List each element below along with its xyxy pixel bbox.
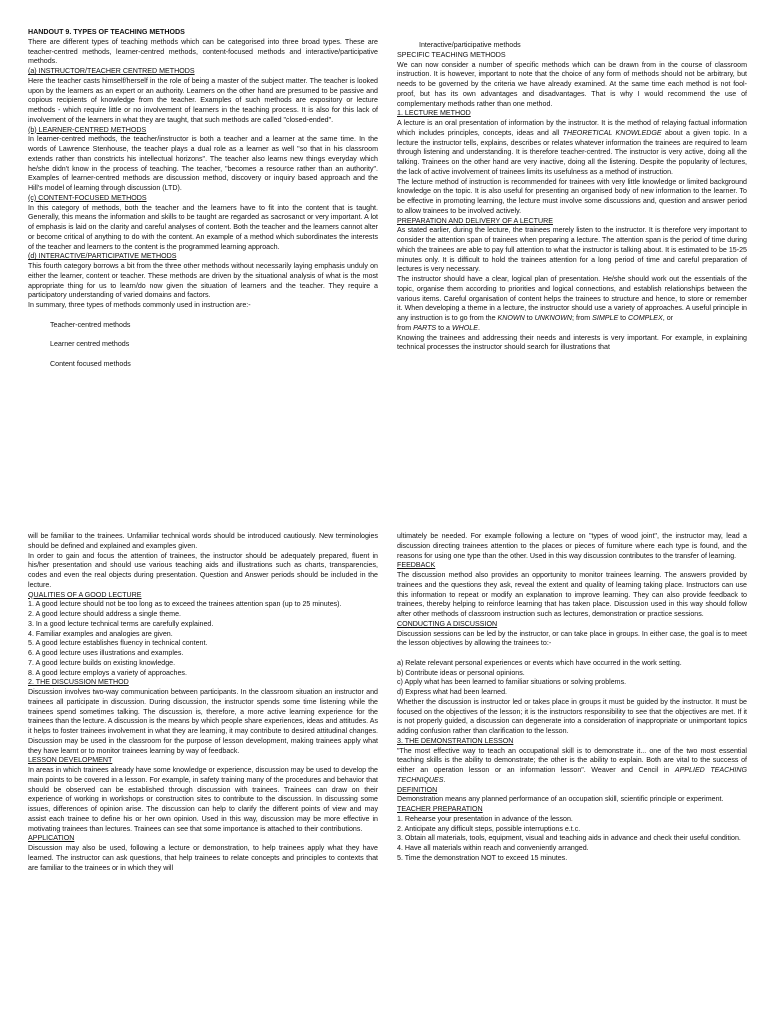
paragraph: The lecture method of instruction is recommended for trainees with very little knowledge or limited background knowledge on the topic. It is also useful for presenting an organised body of new information to the learner. To be effective in promoting learning, the lecture must involve some discussions and, question and answer period to allow trainees to be involved actively. (397, 177, 747, 215)
indented-list-item: Interactive/participative methods (419, 41, 521, 49)
paragraph: 3. Obtain all materials, tools, equipment, visual and teaching aids in advance and check their useful condition. (397, 834, 741, 843)
section-heading: 3. THE DEMONSTRATION LESSON (397, 736, 514, 745)
section-heading: 2. THE DISCUSSION METHOD (28, 678, 129, 687)
section-heading: FEEDBACK (397, 561, 436, 570)
section-heading: PREPARATION AND DELIVERY OF A LECTURE (397, 216, 553, 225)
section-heading: QUALITIES OF A GOOD LECTURE (28, 590, 142, 599)
section-heading: APPLICATION (28, 834, 75, 843)
paragraph: There are different types of teaching methods which can be categorised into three broad types. These are teacher-centred methods, learner-centred methods, content-focused methods and interactive/participative methods. (28, 37, 378, 66)
text-run: to (618, 314, 629, 322)
paragraph: 3. In a good lecture technical terms are carefully explained. (28, 619, 214, 628)
indented-list-item: Teacher-centred methods (50, 320, 131, 329)
paragraph (397, 747, 747, 786)
section-heading: CONDUCTING A DISCUSSION (397, 619, 498, 628)
indented-list-item: Learner centred methods (50, 340, 130, 348)
section-heading: (c) CONTENT-FOCUSED METHODS (28, 193, 147, 202)
paragraph: The discussion method also provides an opportunity to monitor trainees learning. The answers provided by trainees and the questions they ask, reveal the extent and quality of learning taking place. Instructors can use this information to repeat or modify an explanation to improve learning. They can also provide feedback to trainees, thereby helping to reinforce learning that has taken place. Discussion used in this way should follow after other methods of classroom instruction such as lectures, demonstration or practice sessions. (397, 571, 747, 618)
paragraph: b) Contribute ideas or personal opinions. (397, 668, 525, 677)
paragraph: ultimately be needed. For example following a lecture on "types of wood joint", the instructor may, lead a discussion directing trainees attention to the places or pieces of furniture where each type is found, and the reasons for using one type than the other. Used in this way discussion contributes to the transfer of learning. (397, 532, 747, 560)
document-title: HANDOUT 9. TYPES OF TEACHING METHODS (28, 28, 185, 36)
paragraph: This fourth category borrows a bit from the three other methods without necessarily laying emphasis unduly on either the learner, content or teacher. These methods are driven by the situational analysis of what is the most appropriate thing for us to learn/do now given the situation of learners and the teacher. They require a participatory understanding of varied domains and factors. (28, 262, 378, 300)
section-heading: (b) LEARNER-CENTRED METHODS (28, 125, 147, 134)
text-run: "The most effective way to teach an occupational skill is to demonstrate it... one of the two most essential teaching skills is the ability to demonstrate; the other is the ability to explain. Both are vital to the success of either an operation lesson or an information lesson". Weaver and Cencil in (397, 746, 747, 774)
paragraph: Discussion involves two-way communication between participants. In the classroom situation an instructor and trainees all participate in discussion. During discussion, the instructor spends some time listening while the trainees spend sometimes talking. The discussion is, therefore, a more active learning experience for the trainees than the lecture. A discussion is the means by which people share experiences, ideas and attitudes. As it helps to foster trainees involvement in what they are learning, it may contribute to desired attitudinal changes. Discussion may be used in the classroom for the purpose of lesson development, making trainees apply what they have learnt or to monitor trainees learning by way of feedback. (28, 688, 378, 755)
spacer (28, 350, 378, 360)
paragraph: In areas in which trainees already have some knowledge or experience, discussion may be used to develop the main points to be covered in a lesson. For example, in safety training many of the procedures and behavior that should be observed can be established through discussion with trainees. Trainees can draw on their experience of working in workshops or construction sites to contribute to the discussion. In discussing some issues, differences of opinion arise. The discussion can help to clarify the different points of view and may assist each trainee to define his or her own opinion. Used in this way, discussion may be more effective in motivating trainees than lectures. Trainees can see that some importance is attached to their contributions. (28, 766, 378, 833)
paragraph: 4. Have all materials within reach and conveniently arranged. (397, 844, 589, 852)
page2-right-column (397, 532, 747, 1012)
paragraph: 4. Familiar examples and analogies are given. (28, 629, 173, 638)
paragraph: In summary, three types of methods commonly used in instruction are:- (28, 301, 251, 309)
section-heading: (a) INSTRUCTOR/TEACHER CENTRED METHODS (28, 67, 195, 75)
section-heading: LESSON DEVELOPMENT (28, 756, 113, 765)
paragraph: 7. A good lecture builds on existing knowledge. (28, 658, 176, 667)
paragraph: d) Express what had been learned. (397, 688, 508, 696)
paragraph: will be familiar to the trainees. Unfamiliar technical words should be introduced cautiously. New terminologies should be defined and explained and examples given. (28, 532, 378, 550)
paragraph: 5. Time the demonstration NOT to exceed 15 minutes. (397, 853, 568, 862)
paragraph: Discussion may also be used, following a lecture or demonstration, to help trainees apply what they have learned. The instructor can ask questions, that help trainees to relate concepts and principles to contexts that are familiar to the trainees or in which they will (28, 844, 378, 872)
emphasis-text: WHOLE (451, 323, 478, 332)
section-heading: 1. LECTURE METHOD (397, 109, 471, 118)
text-run: The instructor should have a clear, logical plan of presentation. He/she should work out the essentials of the topic, organise them according to priorities and logical connections, and establish relationships between the various items. Careful organisation of content helps the trainees to structure and hence, to store or remember it. When developing a theme in a lecture, the instructor should use a variety of approaches. A useful principle in any instruction is to go from the (397, 275, 747, 322)
paragraph: Demonstration means any planned performance of an occupation skill, scientific principle or experiment. (397, 795, 724, 804)
emphasis-text: THEORETICAL KNOWLEDGE (562, 128, 662, 137)
section-heading: DEFINITION (397, 785, 438, 794)
paragraph: Knowing the trainees and addressing their needs and interests is very important. For example, in explaining technical processes the instructor should search for illustrations that (397, 333, 747, 352)
text-run: to (524, 314, 535, 322)
indented-list-item: Content focused methods (50, 359, 131, 368)
emphasis-text: KNOWN (497, 314, 525, 322)
page1-left-column (28, 28, 378, 468)
text-run: ; from (572, 314, 593, 322)
page2-left-column (28, 532, 378, 1002)
emphasis-text: UNKNOWN (534, 314, 573, 322)
paragraph: a) Relate relevant personal experiences or events which have occurred in the work setting. (397, 658, 682, 667)
text-run: , or (662, 314, 673, 322)
text-run: about a given topic. In a lecture the instructor tells, explains, describes or relates whatever information the trainees are required to learn through listening and understanding. It is therefore teacher-centred. The instructor is very active, doing all the talking. Trainees on the other hand are very inactive, doing all the listening. Despite the popularity of lectures, the lack of active involvement of trainees limits its usefulness as a method of instruction. (397, 128, 747, 176)
spacer (397, 649, 747, 659)
spacer (28, 311, 378, 321)
paragraph: c) Apply what has been learned to familiar situations or solving problems. (397, 678, 627, 687)
emphasis-text: APPLIED TEACHING TECHNIQUES (397, 766, 747, 784)
paragraph: 1. Rehearse your presentation in advance of the lesson. (397, 814, 573, 823)
section-heading: (d) INTERACTIVE/PARTICIPATIVE METHODS (28, 252, 177, 261)
paragraph: Here the teacher casts himself/herself in the role of being a master of the subject matter. The teacher is looked upon by the learners as an expert or an authority. Learners on the other hand are presumed to be passive and copious recipients of knowledge from the teacher. Examples of such methods are expository or lecture methods - which require little or no involvement of learners in the teaching process. It is also for this lack of involvement of the learners in what they are taught, that such methods are called "closed-ended". (28, 76, 378, 124)
paragraph (397, 324, 747, 334)
emphasis-text: SIMPLE (592, 314, 619, 322)
paragraph: 8. A good lecture employs a variety of approaches. (28, 668, 187, 677)
spacer (28, 330, 378, 340)
paragraph: 5. A good lecture establishes fluency in technical content. (28, 639, 208, 648)
section-heading: TEACHER PREPARATION (397, 805, 483, 813)
text-run: from (397, 323, 414, 332)
paragraph: 2. Anticipate any difficult steps, possible interruptions e.t.c. (397, 824, 581, 833)
paragraph: Discussion sessions can be led by the instructor, or can take place in groups. In either case, the goal is to meet the lesson objectives by allowing the trainees to:- (397, 629, 747, 648)
paragraph: In learner-centred methods, the teacher/instructor is both a teacher and a learner at the same time. In the words of Lawrence Stenhouse, the teacher plays a dual role as a learner as well "so that in his classroom extends rather than constricts his intellectual horizons". The teacher also learns new things everyday which he/she didn't know in the process of teaching. The teacher, "becomes a resource rather than an authority". Examples of learner-centred methods are discussion method, discovery or inquiry based approach and the Hill's model of learning through discussion (LTD). (28, 135, 378, 192)
text-run: . (477, 323, 480, 332)
text-run: . (443, 775, 446, 784)
text-run: A lecture is an oral presentation of information by the instructor. It is the method of relaying factual information which includes principles, concepts, ideas and all (397, 119, 747, 137)
paragraph (397, 119, 747, 178)
emphasis-text: PARTS (413, 323, 437, 332)
paragraph: 2. A good lecture should address a single theme. (28, 610, 182, 618)
paragraph: Whether the discussion is instructor led or takes place in groups it must be guided by the instructor. It must be focused on the objectives of the lesson; it is the instructors responsibility to see that the objectives are met. If it is not properly guided, a discussion can degenerate into a consideration of inappropriate or unimportant topics adding confusion rather than clarification to the lesson. (397, 697, 747, 735)
paragraph: As stated earlier, during the lecture, the trainees merely listen to the instructor. It is therefore very important to consider the attention span of trainees when preparing a lecture. The attention span is the period of time during which the trainees are able to pay full attention to what the instructor is talking about. It is estimated to be 15-25 minutes only. It is difficult to hold the trainees attention for a long period of time and careful preparation of lectures is very necessary. (397, 226, 747, 274)
paragraph: 6. A good lecture uses illustrations and examples. (28, 649, 184, 657)
text-run: to a (436, 323, 452, 332)
paragraph: SPECIFIC TEACHING METHODS (397, 50, 506, 59)
page1-right-column (397, 41, 747, 466)
paragraph: In order to gain and focus the attention of trainees, the instructor should be adequately prepared, fluent in his/her presentation and should use various teaching aids and illustrations such as charts, transparencies, codes and even the real objects during presentation. Question and Answer periods should be included in the lecture. (28, 551, 378, 589)
paragraph: We can now consider a number of specific methods which can be drawn from in the course of classroom instruction. It is however, important to note that the choice of any form of methods should not be arbitrary, but needs to be governed by the criteria we have already examined. At the same time each method is not fool-proof, but has its own advantages and disadvantages. That is why I would recommend the use of complementary methods rather than one method. (397, 60, 747, 108)
paragraph (397, 275, 747, 324)
paragraph: In this category of methods, both the teacher and the learners have to fit into the content that is taught. Generally, this means the information and skills to be taught are regarded as sacrosanct or very important. A lot of emphasis is laid on the clarity and careful analyses of content. Both the teacher and the learners cannot alter or become critical of anything to do with the content. An example of a method which subordinates the interests of the teacher and learners to the content is the programmed learning approach. (28, 203, 378, 251)
paragraph: 1. A good lecture should not be too long as to exceed the trainees attention span (up to 25 minutes). (28, 600, 342, 609)
emphasis-text: COMPLEX (628, 314, 663, 322)
